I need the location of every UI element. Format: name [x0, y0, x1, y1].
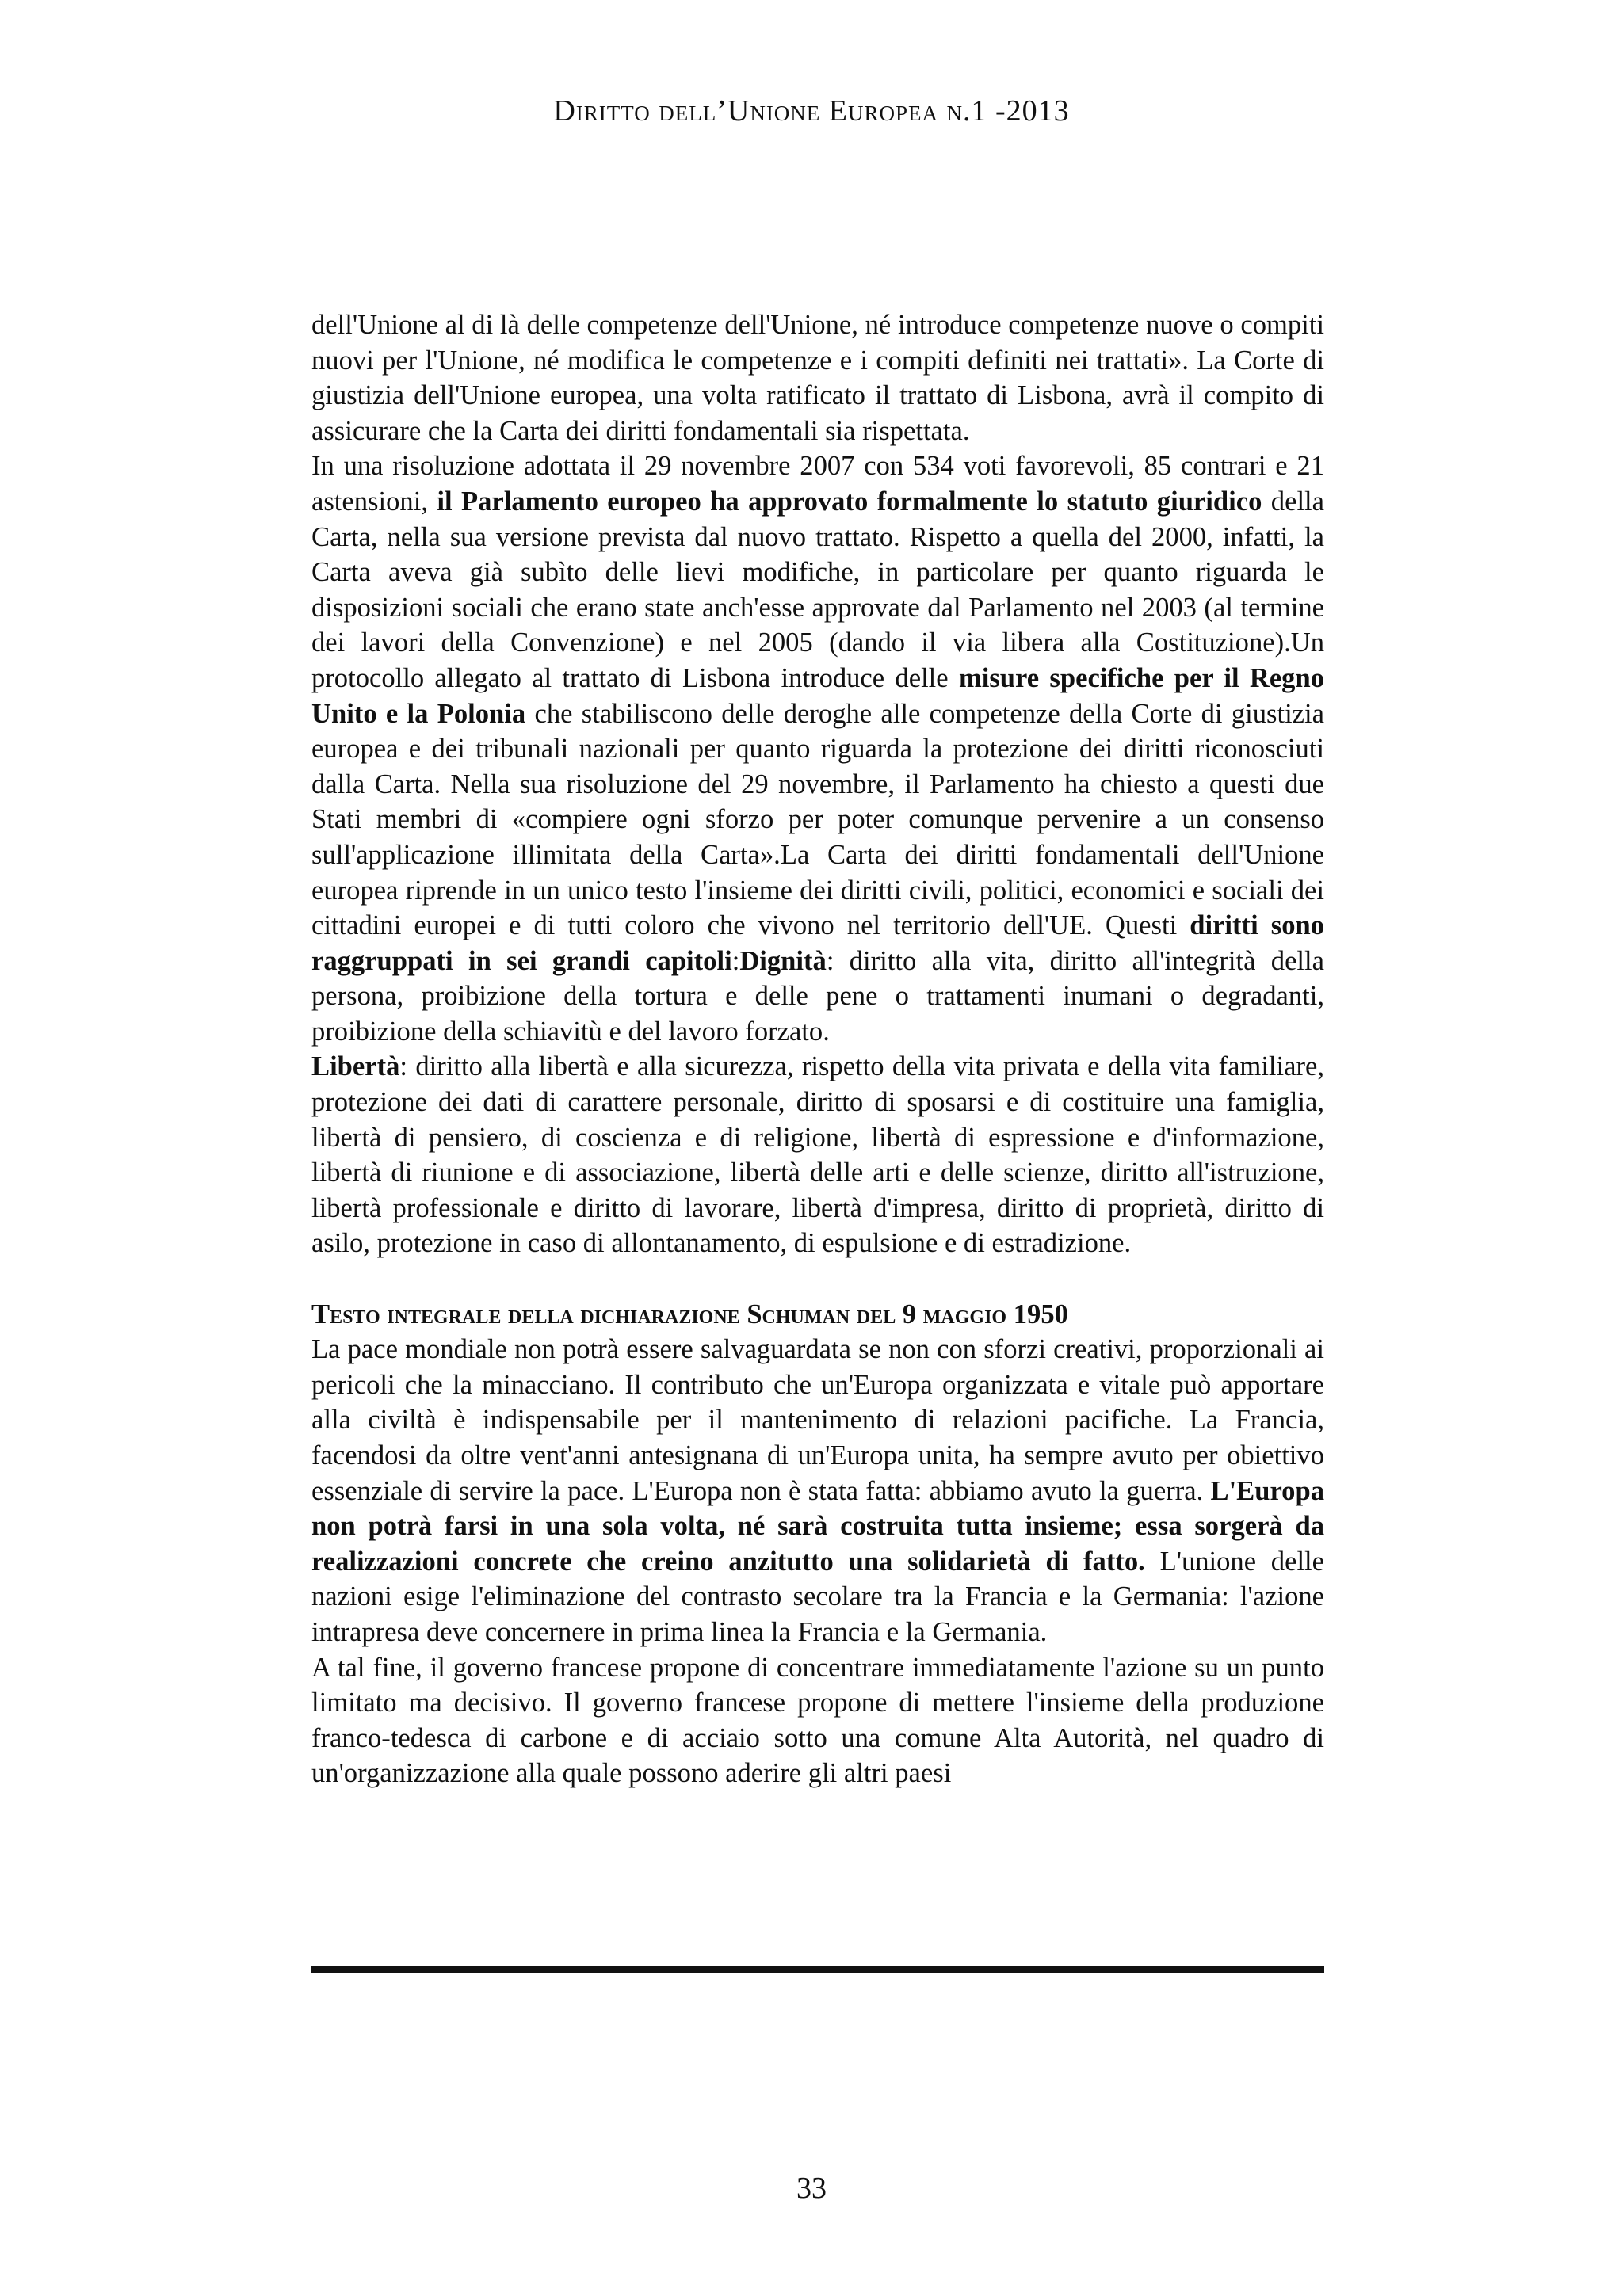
text-run: L'unione delle nazioni esige l'eliminazione del contrasto secolare tra la Francia e la Germania: l'azione intrapresa deve concernere in prima linea la Francia e la Germania. [311, 1546, 1325, 1647]
paragraph-risoluzione [311, 448, 1324, 1049]
bold-run: L'Europa non potrà farsi in una sola volta, né sarà costruita tutta insieme; essa sorgerà da realizzazioni concrete che creino anzitutto una solidarietà di fatto. [311, 1475, 1324, 1577]
text-column [311, 307, 1324, 1791]
bold-run: il Parlamento europeo ha approvato formalmente lo statuto giuridico [437, 486, 1262, 517]
running-header: Diritto dell’Unione Europea n.1 -2013 [553, 94, 1070, 128]
text-run: che stabiliscono delle deroghe alle competenze della Corte di giustizia europea e dei tribunali nazionali per quanto riguarda la protezione dei diritti riconosciuti dalla Carta. Nella sua risoluzione del 29 novembre, il Parlamento ha chiesto a questi due Stati membri di «compiere ogni sforzo per poter comunque pervenire a un consenso sull'applicazione illimitata della Carta».La Carta dei diritti fondamentali dell'Unione europea riprende in un unico testo l'insieme dei diritti civili, politici, economici e sociali dei cittadini europei e di tutti coloro che vivono nel territorio dell'UE. Questi [311, 698, 1324, 941]
paragraph-carta-competenze: dell'Unione al di là delle competenze dell'Unione, né introduce competenze nuove o compiti nuovi per l'Unione, né modifica le competenze e i compiti definiti nei trattati». La Corte di giustizia dell'Unione europea, una volta ratificato il trattato di Lisbona, avrà il compito di assicurare che la Carta dei diritti fondamentali sia rispettata. [311, 310, 1324, 446]
bold-run: diritti sono raggruppati in sei grandi capitoli [311, 910, 1325, 976]
page-number: 33 [796, 2172, 827, 2205]
text-run: : diritto alla libertà e alla sicurezza, rispetto della vita privata e della vita familiare, protezione dei dati di carattere personale, diritto di sposarsi e di costituire una famiglia, libertà di pensiero, di coscienza e di religione, libertà di espressione e d'informazione, libertà di riunione e di associazione, libertà delle arti e delle scienze, diritto all'istruzione, libertà professionale e diritto di lavorare, libertà d'impresa, diritto di proprietà, diritto di asilo, protezione in caso di allontanamento, di espulsione e di estradizione. [311, 1051, 1324, 1259]
paragraph-pace-mondiale [311, 1332, 1324, 1650]
bold-run: Libertà [311, 1051, 400, 1082]
footer-rule [311, 1966, 1324, 1973]
text-run: La pace mondiale non potrà essere salvaguardata se non con sforzi creativi, proporzionali ai pericoli che la minacciano. Il contributo che un'Europa organizzata e vitale può apportare alla civiltà è indispensabile per il mantenimento di relazioni pacifiche. La Francia, facendosi da oltre vent'anni antesignana di un'Europa unita, ha sempre avuto per obiettivo essenziale di servire la pace. L'Europa non è stata fatta: abbiamo avuto la guerra. [311, 1334, 1324, 1506]
bold-run: misure specifiche per il Regno Unito e la Polonia [311, 662, 1324, 729]
text-run: : [731, 945, 740, 976]
section-title: Testo integrale della dichiarazione Schuman del 9 maggio 1950 [311, 1299, 1068, 1329]
bold-run: Dignità [739, 945, 827, 976]
text-run: : diritto alla vita, diritto all'integrità della persona, proibizione della tortura e delle pene o trattamenti inumani o degradanti, proibizione della schiavitù e del lavoro forzato. [311, 945, 1324, 1047]
text-run: In una risoluzione adottata il 29 novembre 2007 con 534 voti favorevoli, 85 contrari e 21 astensioni, [311, 451, 1324, 517]
paragraph-liberta [311, 1049, 1324, 1261]
text-run: della Carta, nella sua versione prevista dal nuovo trattato. Rispetto a quella del 2000, infatti, la Carta aveva già subìto delle lievi modifiche, in particolare per quanto riguarda le disposizioni sociali che erano state anch'esse approvate dal Parlamento nel 2003 (al termine dei lavori della Convenzione) e nel 2005 (dando il via libera alla Costituzione).Un protocollo allegato al trattato di Lisbona introduce delle [311, 486, 1325, 693]
paragraph-governo-francese: A tal fine, il governo francese propone di concentrare immediatamente l'azione su un punto limitato ma decisivo. Il governo francese propone di mettere l'insieme della produzione franco-tedesca di carbone e di acciaio sotto una comune Alta Autorità, nel quadro di un'organizzazione alla quale possono aderire gli altri paesi [311, 1652, 1324, 1789]
